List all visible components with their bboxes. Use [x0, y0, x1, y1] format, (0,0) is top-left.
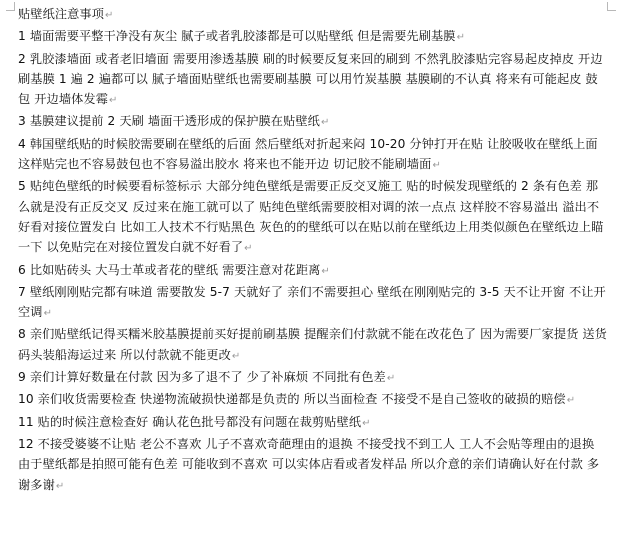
paragraph-3: 3 基膜建议提前 2 天刷 墙面干透形成的保护膜在贴壁纸↵ [18, 114, 330, 129]
paragraph-8: 8 亲们贴壁纸记得买糯米胶基膜提前买好提前刷基膜 提醒亲们付款就不能在改花色了 因为需要厂家提货 送货码头装船海运过来 所以付款就不能更改↵ [18, 327, 607, 362]
paragraph-mark-icon: ↵ [432, 160, 441, 172]
paragraph-5: 5 贴纯色壁纸的时候要看标签标示 大部分纯色壁纸是需要正反交叉施工 贴的时候发现壁纸的 2 条有色差 那么就是没有正反交叉 反过来在施工就可以了 贴纯色壁纸需要胶相对调的浓一点点 这样胶不容易溢出 溢出不好看对接位置发白 比如工人技术不行贴黑色 灰色的的壁纸可以在贴以前在壁纸边上用类似颜色在壁纸边上瞄一下 以免贴完在对接位置发白就不好看了↵ [18, 179, 604, 255]
paragraph-mark-icon: ↵ [456, 32, 466, 44]
paragraph-mark-icon: ↵ [105, 10, 114, 21]
paragraph-mark-icon: ↵ [231, 350, 241, 362]
document-title: 贴壁纸注意事项↵ [18, 7, 114, 21]
paragraph-mark-icon: ↵ [386, 373, 396, 385]
paragraph-4: 4 韩国壁纸贴的时候胶需要刷在壁纸的后面 然后壁纸对折起来闷 10-20 分钟打开在贴 让胶吸收在壁纸上面 这样贴完也不容易鼓包也不容易溢出胶水 将来也不能开边 切记胶不能刷墙面↵ [18, 136, 598, 172]
paragraph-mark-icon: ↵ [109, 95, 118, 107]
paragraph-7: 7 壁纸刚刚贴完都有味道 需要散发 5-7 天就好了 亲们不需要担心 壁纸在刚刚贴完的 3-5 天不让开窗 不让开空调↵ [18, 284, 606, 320]
paragraph-6: 6 比如贴砖头 大马士革或者花的壁纸 需要注意对花距离↵ [18, 262, 330, 277]
paragraph-mark-icon: ↵ [320, 117, 330, 129]
paragraph-mark-icon: ↵ [55, 480, 65, 492]
paragraph-mark-icon: ↵ [321, 265, 330, 277]
paragraph-mark-icon: ↵ [244, 243, 253, 255]
paragraph-12: 12 不接受婆婆不让贴 老公不喜欢 儿子不喜欢奇葩理由的退换 不接受找不到工人 工人不会贴等理由的退换 由于壁纸都是拍照可能有色差 可能收到不喜欢 可以实体店看或者发样品 所以介意的亲们请确认好在付款 多谢多谢↵ [18, 436, 600, 492]
paragraph-9: 9 亲们计算好数量在付款 因为多了退不了 少了补麻烦 不同批有色差↵ [18, 370, 396, 385]
document-body[interactable] [18, 4, 610, 497]
paragraph-1: 1 墙面需要平整干净没有灰尘 腻子或者乳胶漆都是可以贴壁纸 但是需要先刷基膜↵ [18, 29, 466, 44]
margin-corner-mark-left [6, 2, 15, 11]
paragraph-mark-icon: ↵ [362, 417, 371, 429]
paragraph-10: 10 亲们收货需要检查 快递物流破损快递都是负责的 所以当面检查 不接受不是自己签收的破损的赔偿↵ [18, 392, 576, 407]
paragraph-mark-icon: ↵ [566, 395, 576, 407]
paragraph-mark-icon: ↵ [43, 308, 53, 320]
paragraph-2: 2 乳胶漆墙面 或者老旧墙面 需要用渗透基膜 刷的时候要反复来回的刷到 不然乳胶漆贴完容易起皮掉皮 开边 刷基膜 1 遍 2 遍都可以 腻子墙面贴壁纸也需要刷基膜 可以用竹炭基膜 基膜刷的不认真 将来有可能起皮 鼓包 开边墙体发霉↵ [18, 51, 603, 107]
paragraph-11: 11 贴的时候注意检查好 确认花色批号都没有问题在裁剪贴壁纸↵ [18, 414, 371, 429]
